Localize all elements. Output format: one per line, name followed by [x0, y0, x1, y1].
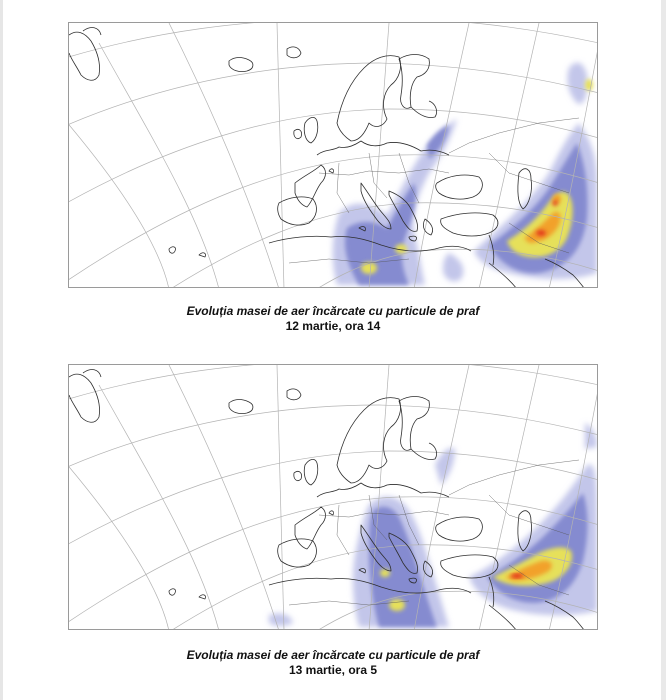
caption-date: 13 martie, ora 5: [288, 663, 378, 677]
dust-map-13-march: [68, 364, 598, 630]
page-edge-left: [0, 0, 3, 700]
caption-map-2: [68, 648, 598, 678]
dust-map-12-march: [68, 22, 598, 288]
caption-title: Evoluția masei de aer încărcate cu particule de praf: [186, 304, 480, 318]
caption-map-1: [68, 304, 598, 334]
caption-date: 12 martie, ora 14: [285, 319, 381, 333]
dust-map-svg: [69, 365, 598, 630]
dust-layer-peak: [511, 574, 523, 579]
dust-map-svg: [69, 23, 598, 288]
page-edge-right: [661, 0, 666, 700]
caption-title: Evoluția masei de aer încărcate cu particule de praf: [186, 648, 480, 662]
